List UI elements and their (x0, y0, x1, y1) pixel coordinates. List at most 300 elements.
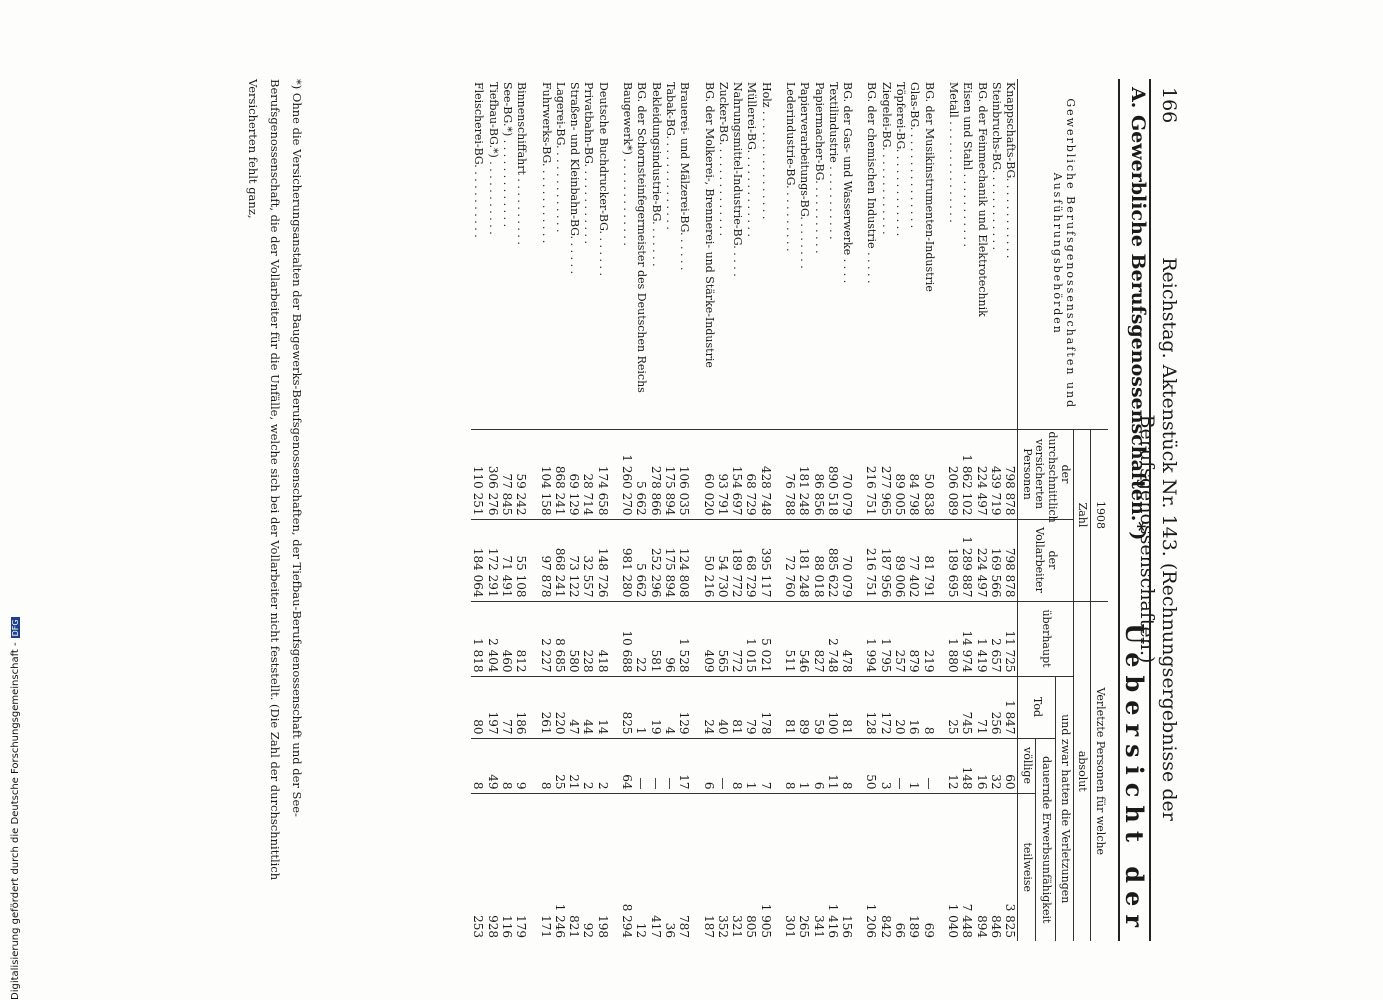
row-label: Privatbahn-BG. . . . . . . . . . . . (582, 82, 596, 244)
complete-cell: — (716, 738, 730, 793)
table-row (471, 79, 485, 941)
total-cell: 772 (730, 601, 744, 676)
partial-cell: 894 (974, 793, 988, 941)
complete-cell: — (921, 738, 935, 793)
total-cell: 1 795 (878, 601, 892, 676)
death-cell: 100 (826, 676, 840, 738)
total-cell: 478 (840, 601, 854, 676)
partial-cell: 1 040 (946, 793, 960, 941)
complete-cell: 8 (783, 738, 797, 793)
death-cell: 19 (648, 676, 662, 738)
full-workers-cell: 32 557 (581, 519, 595, 601)
partial-cell: 253 (471, 793, 485, 941)
total-cell: 228 (581, 601, 595, 676)
absolut-header: absolut (1073, 601, 1091, 941)
death-cell: 71 (974, 676, 988, 738)
table-row (553, 79, 567, 941)
table-row (620, 79, 634, 941)
death-cell: 178 (758, 676, 772, 738)
partial-cell: 8 294 (620, 793, 634, 941)
persons-cell: 89 005 (893, 429, 907, 519)
complete-cell: — (893, 738, 907, 793)
partial-cell: 1 416 (826, 793, 840, 941)
full-workers-cell: 224 497 (974, 519, 988, 601)
death-cell: 14 (595, 676, 609, 738)
complete-cell: 1 (797, 738, 811, 793)
partial-cell: 787 (677, 793, 691, 941)
row-label: Lagerei-BG. . . . . . . . . . . . . (553, 82, 567, 233)
total-cell: 546 (797, 601, 811, 676)
partial-cell: 66 (893, 793, 907, 941)
page-number: 166 (1158, 87, 1180, 124)
row-label: Müllerei-BG. . . . . . . . . . . . . (745, 82, 759, 237)
death-cell: 25 (946, 676, 960, 738)
total-cell: 580 (567, 601, 581, 676)
row-label: BG. der Feinmechanik und Elektrotechnik (975, 82, 989, 317)
persons-cell: 84 798 (907, 429, 921, 519)
death-cell: 80 (471, 676, 485, 738)
total-cell: 2 657 (989, 601, 1003, 676)
row-label: Straßen- und Kleinbahn-BG. . . . . . (568, 82, 582, 275)
footnote: *) Ohne die Versicherungsanstalten der Baugewerks-Berufsgenossenschaften, der Tiefbau-Berufsgenossenschaft und der See-Berufsgenossenschaft, die der Vollarbeiter für die Unfälle, welche sich bei der Vollarbeiter nicht feststellt. (Die Zahl der durchschnittlich Versicherten fehlt ganz, (246, 79, 304, 881)
death-cell: 81 (840, 676, 854, 738)
row-label: Binnenschiffahrt . . . . . . . . . . (515, 82, 529, 245)
table-row (758, 79, 772, 941)
row-label: Papiermacher-BG. . . . . . . . . . . (812, 82, 826, 254)
table-row (907, 79, 921, 941)
full-workers-cell: 72 760 (783, 519, 797, 601)
death-cell: 77 (500, 676, 514, 738)
total-cell: 581 (648, 601, 662, 676)
partial-cell: 7 448 (960, 793, 974, 941)
table-row (797, 79, 811, 941)
row-label: See-BG.*) . . . . . . . . . . . . . (500, 82, 514, 228)
death-cell: 220 (553, 676, 567, 738)
partial-cell: 321 (730, 793, 744, 941)
full-workers-cell: 868 241 (553, 519, 567, 601)
rotated-page-content (241, 79, 1186, 941)
table-row (595, 79, 609, 941)
partial-cell: 36 (663, 793, 677, 941)
table-row (878, 79, 892, 941)
partial-cell: 3 825 (1003, 793, 1018, 941)
persons-cell: 76 788 (783, 429, 797, 519)
partial-cell: 352 (716, 793, 730, 941)
full-workers-cell: 885 622 (826, 519, 840, 601)
full-workers-cell: 88 018 (811, 519, 825, 601)
full-workers-cell: 1 289 887 (960, 519, 974, 601)
death-cell: 79 (744, 676, 758, 738)
persons-cell: 174 658 (595, 429, 609, 519)
row-label: Fleischerei-BG. . . . . . . . . . . (472, 82, 486, 238)
table-row (663, 79, 677, 941)
partial-header: teilweise (1018, 793, 1036, 941)
row-label: BG. der Molkerei-, Brennerei- und Stärke-Industrie (702, 82, 716, 368)
table-row (921, 79, 935, 941)
persons-cell: 890 518 (826, 429, 840, 519)
persons-cell: 306 276 (485, 429, 499, 519)
full-workers-cell: 68 729 (744, 519, 758, 601)
full-workers-cell: 216 751 (864, 519, 878, 601)
row-label: Tiefbau-BG.*) . . . . . . . . . . . (486, 82, 500, 235)
death-cell: 16 (907, 676, 921, 738)
persons-cell: 428 748 (758, 429, 772, 519)
table-row (701, 79, 715, 941)
complete-cell: 8 (538, 738, 552, 793)
row-label: Textilindustrie . . . . . . . . . . . (826, 82, 840, 240)
injury-table (471, 79, 1108, 941)
partial-cell: 12 (634, 793, 648, 941)
row-label: BG. der Gas- und Wasserwerke . . . . (841, 82, 855, 284)
death-cell: 20 (893, 676, 907, 738)
row-label: Lederindustrie-BG. . . . . . . . . . (784, 82, 797, 252)
death-cell: 186 (514, 676, 528, 738)
total-cell: 1 528 (677, 601, 691, 676)
total-cell: 460 (500, 601, 514, 676)
complete-cell: 7 (758, 738, 772, 793)
persons-cell: 110 251 (471, 429, 485, 519)
table-row (581, 79, 595, 941)
full-workers-cell: 395 117 (758, 519, 772, 601)
complete-cell: 21 (567, 738, 581, 793)
complete-cell: 32 (989, 738, 1003, 793)
full-workers-cell: 172 291 (485, 519, 499, 601)
full-workers-cell: 55 108 (514, 519, 528, 601)
table-row (634, 79, 648, 941)
document-page (242, 80, 1187, 942)
partial-cell: 1 206 (864, 793, 878, 941)
persons-cell: 277 965 (878, 429, 892, 519)
row-label: BG. der Musikinstrumenten-Industrie (922, 82, 936, 292)
total-cell: 1 994 (864, 601, 878, 676)
full-workers-cell: 252 296 (648, 519, 662, 601)
table-row (840, 79, 854, 941)
row-label: Knappschafts-BG. . . . . . . . . . . . (1004, 82, 1018, 259)
persons-cell: 798 878 (1003, 429, 1018, 519)
death-cell: 40 (716, 676, 730, 738)
death-cell: 59 (811, 676, 825, 738)
table-row (826, 79, 840, 941)
death-cell: 8 (921, 676, 935, 738)
full-workers-cell: 89 006 (893, 519, 907, 601)
persons-cell: 106 035 (677, 429, 691, 519)
death-cell: 81 (730, 676, 744, 738)
death-cell: 81 (783, 676, 797, 738)
partial-cell: 341 (811, 793, 825, 941)
full-workers-cell: 169 566 (989, 519, 1003, 601)
full-workers-header: der Vollarbeiter (1018, 519, 1074, 601)
total-cell: 11 725 (1003, 601, 1018, 676)
complete-cell: — (663, 738, 677, 793)
death-cell: 44 (581, 676, 595, 738)
death-cell: 128 (864, 676, 878, 738)
complete-cell: 64 (620, 738, 634, 793)
row-label: Metall . . . . . . . . . . . . . . . (946, 82, 960, 223)
full-workers-cell: 81 791 (921, 519, 935, 601)
total-cell: 96 (663, 601, 677, 676)
persons-cell: 278 866 (648, 429, 662, 519)
row-label: BG. der chemischen Industrie . . . . . (865, 82, 879, 284)
total-cell: 257 (893, 601, 907, 676)
persons-header: der durchschnittlich versicherten Personen (1018, 429, 1074, 519)
table-row (730, 79, 744, 941)
persons-cell: 868 241 (553, 429, 567, 519)
total-cell: 418 (595, 601, 609, 676)
persons-cell: 93 791 (716, 429, 730, 519)
total-cell: 1 880 (946, 601, 960, 676)
total-cell: 5 021 (758, 601, 772, 676)
full-workers-cell: 97 878 (538, 519, 552, 601)
partial-cell: 928 (485, 793, 499, 941)
total-cell: 14 974 (960, 601, 974, 676)
partial-cell: 821 (567, 793, 581, 941)
death-cell: 24 (701, 676, 715, 738)
death-cell: 89 (797, 676, 811, 738)
total-cell: 812 (514, 601, 528, 676)
table-body (471, 79, 1018, 941)
full-workers-cell: 175 894 (663, 519, 677, 601)
header-rule (1149, 79, 1151, 941)
complete-cell: 50 (864, 738, 878, 793)
partial-cell: 301 (783, 793, 797, 941)
death-cell: 261 (538, 676, 552, 738)
persons-cell: 60 020 (701, 429, 715, 519)
row-label: Baugewerk*) . . . . . . . . . . . . . (621, 82, 635, 246)
complete-cell: 8 (471, 738, 485, 793)
complete-cell: 9 (514, 738, 528, 793)
persons-cell: 86 856 (811, 429, 825, 519)
complete-cell: 6 (701, 738, 715, 793)
full-workers-cell: 5 662 (634, 519, 648, 601)
table-row (1003, 79, 1018, 941)
persons-cell: 224 497 (974, 429, 988, 519)
complete-cell: — (648, 738, 662, 793)
full-workers-cell: 50 216 (701, 519, 715, 601)
group-spacer (610, 79, 620, 941)
table-top-rule (1118, 79, 1120, 941)
partial-cell: 187 (701, 793, 715, 941)
row-label: Töpferei-BG. . . . . . . . . . . . . (894, 82, 908, 237)
table-row (716, 79, 730, 941)
group-spacer (854, 79, 864, 941)
persons-cell: 154 697 (730, 429, 744, 519)
persons-cell: 216 751 (864, 429, 878, 519)
full-workers-cell: 189 695 (946, 519, 960, 601)
full-workers-cell: 184 064 (471, 519, 485, 601)
persons-cell: 77 845 (500, 429, 514, 519)
death-header: Tod (1018, 676, 1056, 738)
table-row (567, 79, 581, 941)
table-row (893, 79, 907, 941)
partial-cell: 116 (500, 793, 514, 941)
group-spacer (528, 79, 538, 941)
complete-cell: 49 (485, 738, 499, 793)
partial-cell: 805 (744, 793, 758, 941)
table-row (960, 79, 974, 941)
partial-cell: 69 (921, 793, 935, 941)
row-label: Tabak-BG. . . . . . . . . . . . . . (663, 82, 677, 230)
partial-cell: 189 (907, 793, 921, 941)
death-cell: 1 (634, 676, 648, 738)
partial-cell: 171 (538, 793, 552, 941)
death-cell: 745 (960, 676, 974, 738)
table-row (648, 79, 662, 941)
complete-cell: 25 (553, 738, 567, 793)
table-row (677, 79, 691, 941)
total-cell: 827 (811, 601, 825, 676)
complete-cell: 8 (730, 738, 744, 793)
full-workers-cell: 798 878 (1003, 519, 1018, 601)
section-heading: A. Gewerbliche Berufsgenossenschaften.*) (1127, 87, 1149, 541)
consequences-header: und zwar hatten die Verletzungen (1056, 676, 1074, 941)
full-workers-cell: 54 730 (716, 519, 730, 601)
row-label: Brauerei- und Mälzerei-BG. . . . . . (678, 82, 692, 271)
partial-cell: 1 246 (553, 793, 567, 941)
death-cell: 256 (989, 676, 1003, 738)
credit-text: Digitalisierung gefördert durch die Deutsche Forschungsgemeinschaft - (10, 642, 21, 1000)
persons-cell: 181 248 (797, 429, 811, 519)
group-column-header: Gewerbliche Berufsgenossenschaften und Ausführungsbehörden (1018, 79, 1108, 429)
partial-cell: 198 (595, 793, 609, 941)
persons-cell: 1 260 270 (620, 429, 634, 519)
row-label: Eisen und Stahl . . . . . . . . . . . (961, 82, 975, 248)
full-workers-cell: 73 122 (567, 519, 581, 601)
complete-cell: 60 (1003, 738, 1018, 793)
row-label: Papierverarbeitungs-BG. . . . . . . . (798, 82, 812, 269)
table-row (538, 79, 552, 941)
total-cell: 219 (921, 601, 935, 676)
complete-header: völlige (1018, 738, 1036, 793)
table-row (989, 79, 1003, 941)
full-workers-cell: 77 402 (907, 519, 921, 601)
row-label: Steinbruchs-BG. . . . . . . . . . . . (989, 82, 1003, 251)
complete-cell: 1 (744, 738, 758, 793)
partial-cell: 842 (878, 793, 892, 941)
persons-cell: 206 089 (946, 429, 960, 519)
row-label: Bekleidungsindustrie-BG. . . . . . . (649, 82, 663, 267)
row-label: Fuhrwerks-BG. . . . . . . . . . . . (539, 82, 553, 244)
row-label: Ziegelei-BG. . . . . . . . . . . . . (879, 82, 893, 235)
group-spacer (936, 79, 946, 941)
complete-cell: 16 (974, 738, 988, 793)
persons-cell: 59 242 (514, 429, 528, 519)
table-row (864, 79, 878, 941)
complete-cell: 8 (500, 738, 514, 793)
total-cell: 1 419 (974, 601, 988, 676)
death-cell: 4 (663, 676, 677, 738)
complete-cell: 12 (946, 738, 960, 793)
table-row (974, 79, 988, 941)
complete-cell: 2 (595, 738, 609, 793)
partial-cell: 417 (648, 793, 662, 941)
row-label: Deutsche Buchdrucker-BG. . . . . . . (596, 82, 610, 276)
total-cell: 2 748 (826, 601, 840, 676)
disability-header: dauernde Erwerbsunfähigkeit (1035, 738, 1055, 941)
complete-cell: 3 (878, 738, 892, 793)
table-row (783, 79, 797, 941)
complete-cell: 1 (907, 738, 921, 793)
partial-cell: 1 905 (758, 793, 772, 941)
table-row (946, 79, 960, 941)
total-cell: 879 (907, 601, 921, 676)
total-cell: 565 (716, 601, 730, 676)
total-cell: 22 (634, 601, 648, 676)
persons-cell: 50 838 (921, 429, 935, 519)
table-row (485, 79, 499, 941)
death-cell: 172 (878, 676, 892, 738)
complete-cell: 2 (581, 738, 595, 793)
complete-cell: 17 (677, 738, 691, 793)
persons-cell: 1 862 102 (960, 429, 974, 519)
total-cell: 8 685 (553, 601, 567, 676)
persons-cell: 70 079 (840, 429, 854, 519)
persons-cell: 28 714 (581, 429, 595, 519)
partial-cell: 92 (581, 793, 595, 941)
row-label: BG. der Schornsteinfegermeister des Deutschen Reichs (635, 82, 649, 393)
group-spacer (691, 79, 701, 941)
complete-cell: — (634, 738, 648, 793)
complete-cell: 8 (840, 738, 854, 793)
complete-cell: 11 (826, 738, 840, 793)
total-cell: 1 015 (744, 601, 758, 676)
table-main-title: Uebersicht der (1120, 623, 1149, 935)
row-label: Zucker-BG. . . . . . . . . . . . . . (716, 82, 730, 237)
partial-cell: 179 (514, 793, 528, 941)
partial-cell: 265 (797, 793, 811, 941)
full-workers-cell: 981 280 (620, 519, 634, 601)
page-title: Reichstag. Aktenstück Nr. 143. (Rechnungsergebnisse der Berufsgenossenschaften.) (1136, 257, 1180, 821)
dfg-logo: DFG (11, 619, 20, 637)
full-workers-cell: 148 726 (595, 519, 609, 601)
total-cell: 2 404 (485, 601, 499, 676)
total-header: überhaupt (1018, 601, 1074, 676)
persons-cell: 104 158 (538, 429, 552, 519)
table-row (811, 79, 825, 941)
full-workers-cell: 71 491 (500, 519, 514, 601)
group-spacer (773, 79, 783, 941)
complete-cell: 148 (960, 738, 974, 793)
full-workers-cell: 124 808 (677, 519, 691, 601)
full-workers-cell: 189 772 (730, 519, 744, 601)
year-header: 1908 (1091, 429, 1108, 601)
death-cell: 825 (620, 676, 634, 738)
total-cell: 511 (783, 601, 797, 676)
persons-cell: 439 719 (989, 429, 1003, 519)
death-cell: 129 (677, 676, 691, 738)
injured-header: Verletzte Personen für welche (1091, 601, 1108, 941)
persons-cell: 68 729 (744, 429, 758, 519)
table-row (500, 79, 514, 941)
total-cell: 2 227 (538, 601, 552, 676)
total-cell: 1 818 (471, 601, 485, 676)
death-cell: 197 (485, 676, 499, 738)
table-row (514, 79, 528, 941)
full-workers-cell: 70 079 (840, 519, 854, 601)
total-cell: 10 688 (620, 601, 634, 676)
full-workers-cell: 181 248 (797, 519, 811, 601)
row-label: Nahrungsmittel-Industrie-BG. . . . . (731, 82, 745, 277)
complete-cell: 6 (811, 738, 825, 793)
persons-cell: 5 662 (634, 429, 648, 519)
death-cell: 1 847 (1003, 676, 1018, 738)
partial-cell: 846 (989, 793, 1003, 941)
partial-cell: 156 (840, 793, 854, 941)
zahl-header: Zahl (1073, 429, 1091, 601)
row-label: Glas-BG. . . . . . . . . . . . . . . (908, 82, 922, 229)
persons-cell: 69 129 (567, 429, 581, 519)
persons-cell: 175 894 (663, 429, 677, 519)
digitization-credit (10, 617, 21, 1000)
